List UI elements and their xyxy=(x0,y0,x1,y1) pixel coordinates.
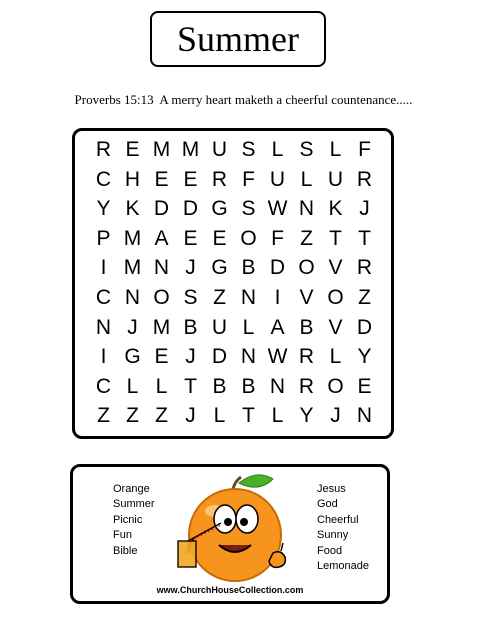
grid-row xyxy=(89,285,379,311)
grid-letter[interactable]: T xyxy=(329,226,342,250)
word-list-item: Fun xyxy=(113,529,132,542)
grid-letter[interactable]: R xyxy=(95,138,112,161)
grid-letter[interactable]: O xyxy=(298,256,315,280)
grid-letter[interactable]: F xyxy=(271,226,284,250)
orange-mascot-illustration xyxy=(173,469,293,587)
grid-letter[interactable]: N xyxy=(269,374,286,398)
word-list-right xyxy=(317,482,369,574)
word-list-item: Lemonade xyxy=(317,560,369,573)
grid-letter[interactable]: N xyxy=(153,256,170,280)
grid-letter[interactable]: D xyxy=(356,315,373,339)
grid-letter[interactable]: B xyxy=(241,256,256,280)
grid-letter[interactable]: T xyxy=(358,226,371,250)
grid-letter[interactable]: B xyxy=(212,374,227,398)
grid-letter[interactable]: J xyxy=(185,345,196,369)
grid-letter[interactable]: V xyxy=(299,286,314,309)
grid-letter[interactable]: L xyxy=(155,374,168,398)
grid-letter[interactable]: U xyxy=(211,315,228,339)
grid-letter[interactable]: K xyxy=(125,197,140,221)
grid-letter[interactable]: J xyxy=(185,256,196,280)
word-list-item: Summer xyxy=(113,498,155,511)
grid-letter[interactable]: T xyxy=(184,374,197,398)
grid-letter[interactable]: C xyxy=(95,167,112,191)
grid-row xyxy=(89,226,379,252)
grid-letter[interactable]: N xyxy=(240,345,257,369)
word-list-item: Bible xyxy=(113,544,138,557)
word-list-left xyxy=(113,482,155,559)
grid-letter[interactable]: I xyxy=(100,256,107,280)
grid-letter[interactable]: E xyxy=(154,345,169,369)
title-box xyxy=(150,11,326,67)
grid-row xyxy=(89,344,379,370)
word-list-item: Orange xyxy=(113,483,150,495)
grid-letter[interactable]: N xyxy=(298,197,315,221)
grid-letter[interactable]: C xyxy=(95,286,112,309)
grid-letter[interactable]: M xyxy=(123,256,142,280)
grid-letter[interactable]: N xyxy=(356,404,373,428)
grid-letter[interactable]: P xyxy=(96,226,111,250)
grid-row xyxy=(89,403,379,429)
grid-letter[interactable]: O xyxy=(240,226,257,250)
grid-letter[interactable]: L xyxy=(213,404,226,428)
grid-letter[interactable]: A xyxy=(154,226,169,250)
page-title: Summer xyxy=(177,19,299,59)
grid-letter[interactable]: S xyxy=(299,138,314,161)
grid-letter[interactable]: E xyxy=(154,167,169,191)
grid-letter[interactable]: B xyxy=(183,315,198,339)
grid-letter[interactable]: G xyxy=(211,256,228,280)
grid-letter[interactable]: R xyxy=(298,374,315,398)
grid-row xyxy=(89,315,379,341)
grid-letter[interactable]: W xyxy=(267,197,288,221)
grid-letter[interactable]: E xyxy=(357,374,372,398)
grid-letter[interactable]: S xyxy=(183,286,198,309)
grid-letter[interactable]: Y xyxy=(299,404,314,428)
grid-letter[interactable]: M xyxy=(123,226,142,250)
grid-row xyxy=(89,196,379,222)
grid-letter[interactable]: E xyxy=(212,226,227,250)
grid-letter[interactable]: L xyxy=(271,138,284,161)
grid-letter[interactable]: Z xyxy=(97,404,110,428)
grid-letter[interactable]: E xyxy=(183,167,198,191)
grid-letter[interactable]: D xyxy=(182,197,199,221)
grid-letter[interactable]: J xyxy=(330,404,341,428)
grid-letter[interactable]: O xyxy=(327,374,344,398)
word-list-item: Picnic xyxy=(113,513,143,526)
grid-letter[interactable]: L xyxy=(329,138,342,161)
grid-letter[interactable]: K xyxy=(328,197,343,221)
website-credit: www.ChurchHouseCollection.com xyxy=(156,585,304,595)
grid-letter[interactable]: Z xyxy=(213,286,226,309)
grid-letter[interactable]: U xyxy=(269,167,286,191)
grid-letter[interactable]: L xyxy=(329,345,342,369)
grid-letter[interactable]: O xyxy=(153,286,170,309)
grid-row xyxy=(89,374,379,400)
grid-letter[interactable]: W xyxy=(267,345,288,369)
grid-letter[interactable]: R xyxy=(298,345,315,369)
grid-letter[interactable]: L xyxy=(300,167,313,191)
grid-letter[interactable]: D xyxy=(269,256,286,280)
grid-letter[interactable]: Y xyxy=(96,197,111,221)
grid-letter[interactable]: D xyxy=(211,345,228,369)
grid-letter[interactable]: T xyxy=(242,404,255,428)
grid-letter[interactable]: G xyxy=(211,197,228,221)
grid-letter[interactable]: J xyxy=(127,315,138,339)
word-list-item: Sunny xyxy=(317,529,349,542)
grid-row xyxy=(89,167,379,193)
grid-letter[interactable]: R xyxy=(356,167,373,191)
grid-letter[interactable]: D xyxy=(153,197,170,221)
grid-letter[interactable]: J xyxy=(185,404,196,428)
word-list-item: Jesus xyxy=(317,483,346,495)
grid-letter[interactable]: U xyxy=(327,167,344,191)
grid-letter[interactable]: I xyxy=(274,286,281,309)
grid-letter[interactable]: E xyxy=(183,226,198,250)
grid-letter[interactable]: Z xyxy=(126,404,139,428)
grid-letter[interactable]: G xyxy=(124,345,141,369)
grid-letter[interactable]: A xyxy=(270,315,285,339)
grid-letter[interactable]: S xyxy=(241,138,256,161)
grid-letter[interactable]: U xyxy=(211,138,228,161)
grid-letter[interactable]: M xyxy=(181,138,200,161)
grid-letter[interactable]: E xyxy=(125,138,140,161)
grid-row xyxy=(89,137,379,163)
grid-letter[interactable]: R xyxy=(356,256,373,280)
word-list-item: Cheerful xyxy=(317,513,359,526)
grid-letter[interactable]: I xyxy=(100,345,107,369)
grid-letter[interactable]: M xyxy=(152,138,171,161)
word-list-item: Food xyxy=(317,544,343,557)
grid-letter[interactable]: F xyxy=(242,167,255,191)
grid-letter[interactable]: Z xyxy=(358,286,371,309)
grid-letter[interactable]: L xyxy=(126,374,139,398)
grid-letter[interactable]: N xyxy=(95,315,112,339)
grid-letter[interactable]: R xyxy=(211,167,228,191)
grid-letter[interactable]: N xyxy=(240,286,257,309)
word-bank xyxy=(70,464,390,604)
grid-letter[interactable]: B xyxy=(299,315,314,339)
grid-letter[interactable]: H xyxy=(124,167,141,191)
grid-letter[interactable]: Z xyxy=(300,226,313,250)
grid-letter[interactable]: Z xyxy=(155,404,168,428)
word-list-item: God xyxy=(317,498,338,511)
grid-letter[interactable]: O xyxy=(327,286,344,309)
grid-letter[interactable]: F xyxy=(358,138,371,161)
grid-letter[interactable]: N xyxy=(124,286,141,309)
grid-letter[interactable]: L xyxy=(271,404,284,428)
grid-letter[interactable]: C xyxy=(95,374,112,398)
grid-letter[interactable]: M xyxy=(152,315,171,339)
grid-letter[interactable]: V xyxy=(328,256,343,280)
grid-row xyxy=(89,255,379,281)
grid-letter[interactable]: L xyxy=(242,315,255,339)
grid-letter[interactable]: V xyxy=(328,315,343,339)
word-search-grid xyxy=(72,128,394,439)
grid-letter[interactable]: Y xyxy=(357,345,372,369)
grid-letter[interactable]: S xyxy=(241,197,256,221)
grid-letter[interactable]: J xyxy=(359,197,370,221)
verse-text: Proverbs 15:13 A merry heart maketh a cheerful countenance..... xyxy=(74,92,413,107)
grid-letter[interactable]: B xyxy=(241,374,256,398)
